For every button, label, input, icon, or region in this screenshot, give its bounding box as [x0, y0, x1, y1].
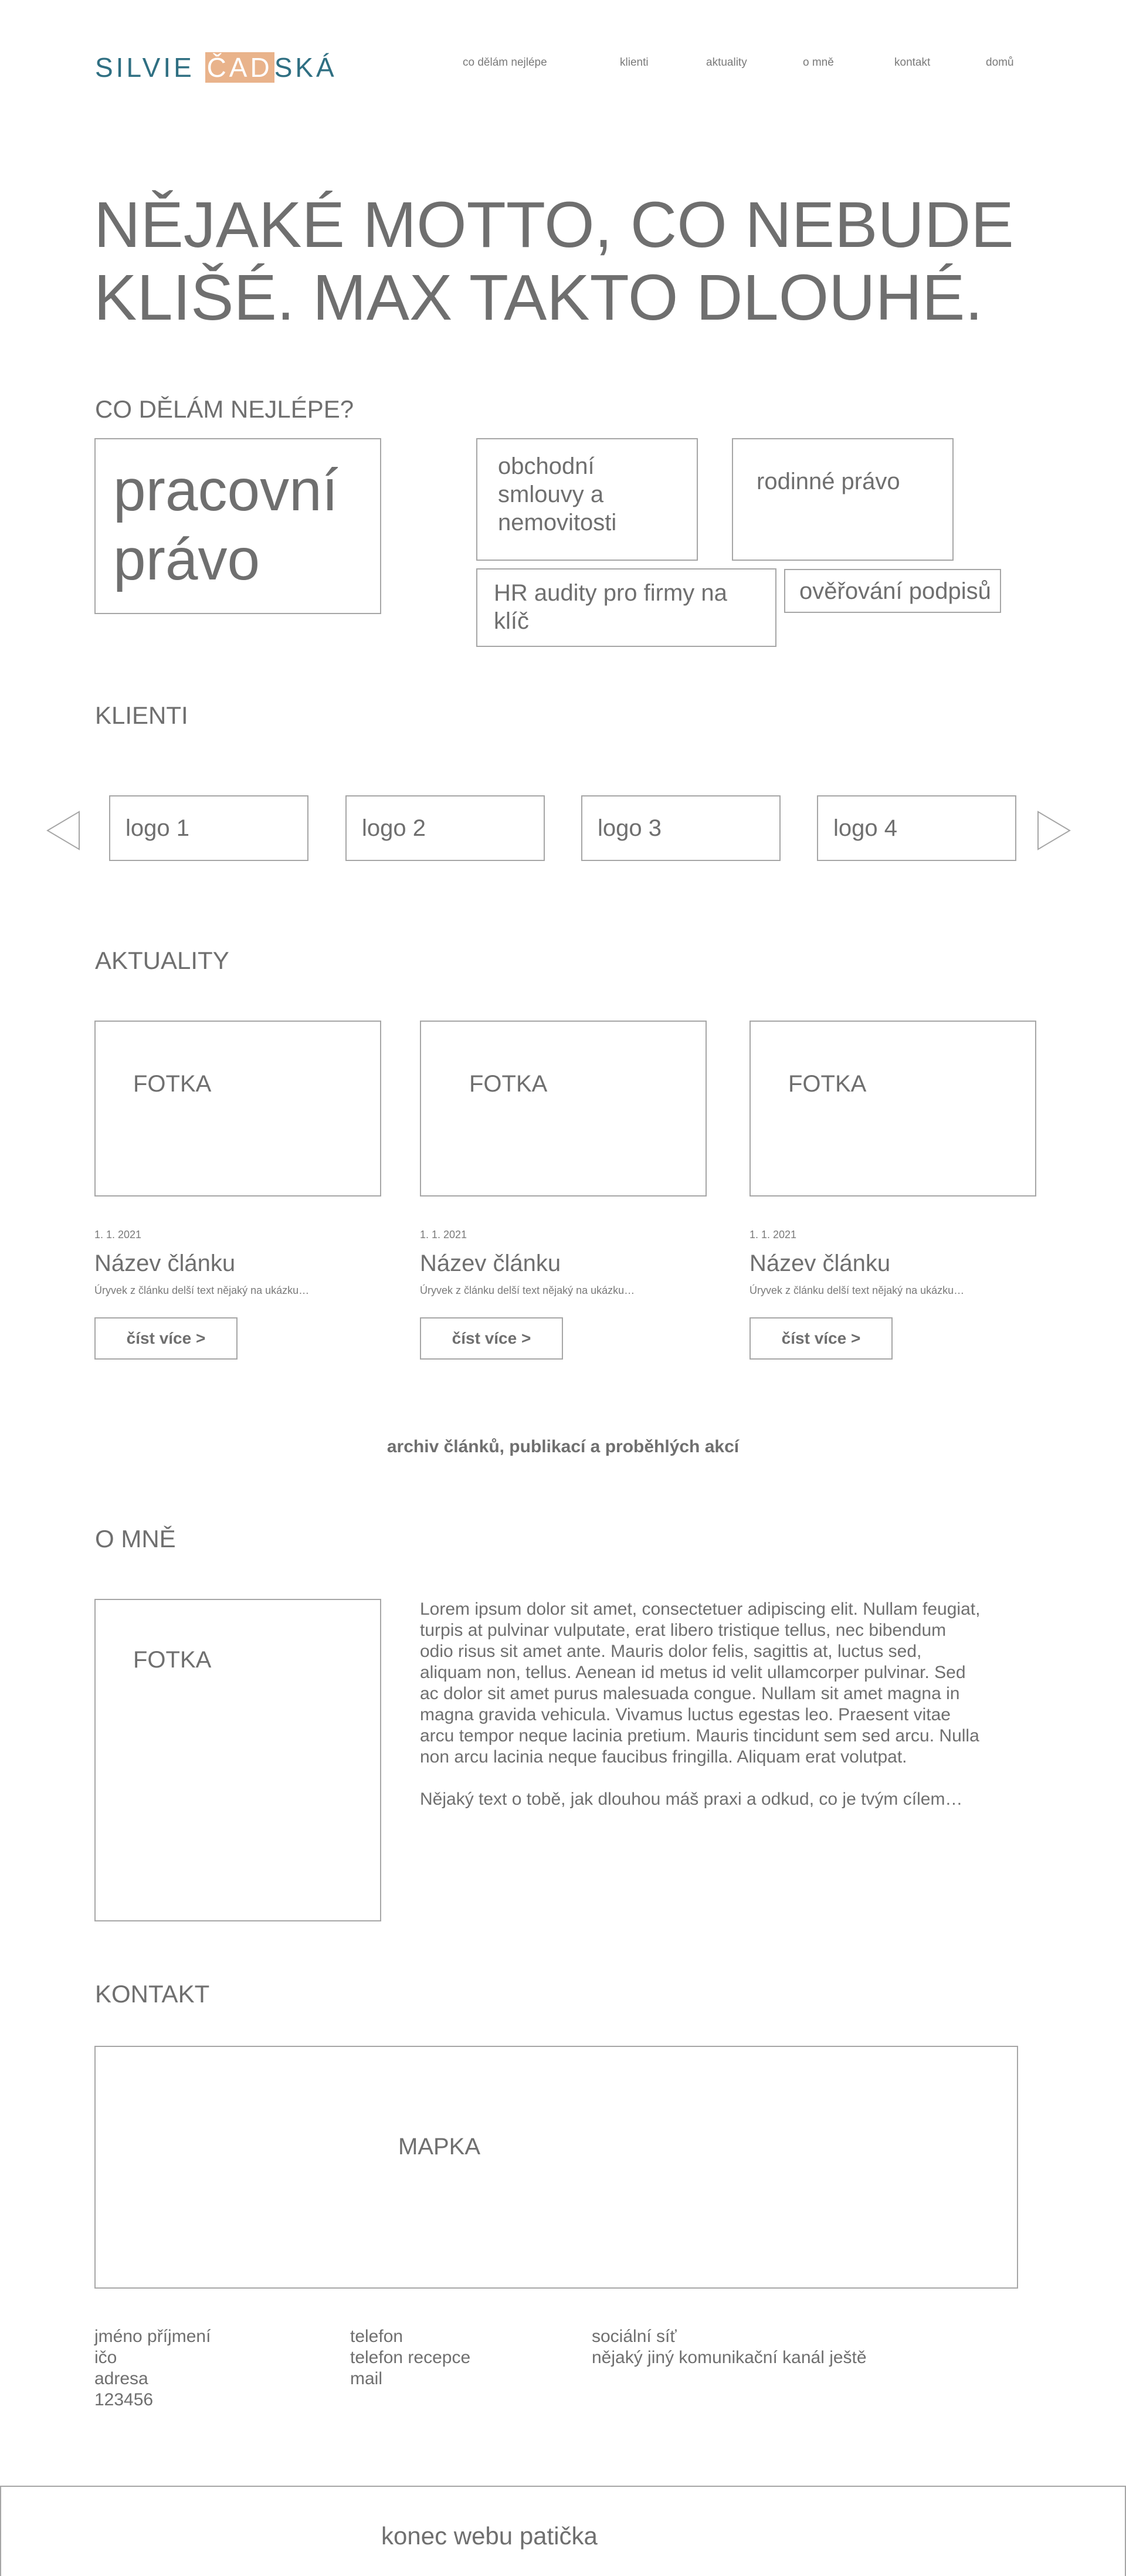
service-label: ověřování podpisů [799, 578, 991, 604]
client-logo[interactable] [345, 795, 545, 861]
news-photo-label: FOTKA [133, 1071, 212, 1097]
about-paragraph: Lorem ipsum dolor sit amet, consectetuer adipiscing elit. Nullam feugiat, turpis at pulvinar vulputate, erat libero tristique tellus, nec bibendum odio risus sit amet ante. Mauris dolor felis, sagittis at, luctus sed, aliquam non, tellus. Aenean id metus id velit ullamcorper pulvinar. Sed ac dolor sit amet purus malesuada congue. Nullam sit amet magna in magna gravida vehicula. Vivamus luctus egestas leo. Praesent vitae arcu tempor neque lacinia pretium. Mauris tincidunt sem sed arcu. Nulla non arcu lacinia neque faucibus fringilla. Aliquam erat volutpat. [420, 1599, 981, 1767]
service-card-family-law[interactable] [732, 438, 954, 561]
service-card-contracts[interactable] [476, 438, 698, 561]
footer [0, 2486, 1126, 2576]
services-title: CO DĚLÁM NEJLÉPE? [95, 395, 354, 423]
contact-title: KONTAKT [95, 1980, 210, 2008]
triangle-left-icon[interactable] [46, 811, 81, 850]
site-logo[interactable] [95, 52, 337, 83]
contact-column-phone [350, 2326, 470, 2389]
contact-map[interactable] [94, 2046, 1018, 2289]
contact-social[interactable]: sociální síť [592, 2327, 677, 2346]
service-label: pracovní právo [113, 457, 338, 592]
service-card-hr-audits[interactable] [476, 568, 776, 647]
read-more-button[interactable]: číst více > [749, 1317, 893, 1360]
nav-item-contact[interactable]: kontakt [894, 56, 931, 69]
read-more-button[interactable]: číst více > [94, 1317, 238, 1360]
contact-phone[interactable]: telefon [350, 2327, 403, 2346]
contact-other-channel[interactable]: nějaký jiný komunikační kanál ještě [592, 2348, 867, 2367]
news-photo-label: FOTKA [469, 1071, 548, 1097]
contact-column-social [592, 2326, 867, 2368]
contact-ico: ičo [94, 2348, 117, 2367]
clients-title: KLIENTI [95, 701, 188, 729]
about-photo [94, 1599, 381, 1921]
news-date: 1. 1. 2021 [94, 1229, 142, 1240]
about-text [420, 1599, 983, 1810]
news-photo[interactable] [749, 1021, 1036, 1197]
contact-address: adresa [94, 2369, 148, 2388]
service-card-signature-verification[interactable] [784, 569, 1001, 613]
read-more-button[interactable]: číst více > [420, 1317, 563, 1360]
news-photo[interactable] [94, 1021, 381, 1197]
contact-phone-reception[interactable]: telefon recepce [350, 2348, 471, 2367]
news-photo[interactable] [420, 1021, 707, 1197]
news-excerpt: Úryvek z článku delší text nějaký na ukázku… [420, 1284, 635, 1296]
client-logo-label: logo 2 [362, 815, 426, 841]
logo-text-part2: SKÁ [274, 52, 337, 83]
about-paragraph: Nějaký text o tobě, jak dlouhou máš praxi a odkud, co je tvým cílem… [420, 1789, 963, 1809]
news-date: 1. 1. 2021 [420, 1229, 467, 1240]
about-photo-label: FOTKA [133, 1647, 212, 1673]
news-excerpt: Úryvek z článku delší text nějaký na ukázku… [749, 1284, 965, 1296]
contact-mail[interactable]: mail [350, 2369, 383, 2388]
logo-text-highlight: ČAD [205, 52, 274, 83]
hero-motto: NĚJAKÉ MOTTO, CO NEBUDE KLIŠÉ. MAX TAKTO DLOUHÉ. [94, 189, 1014, 334]
service-card-labor-law[interactable] [94, 438, 381, 614]
news-title: AKTUALITY [95, 947, 229, 974]
nav-item-services[interactable]: co dělám nejlépe [463, 56, 547, 69]
client-logo[interactable] [581, 795, 781, 861]
map-label: MAPKA [398, 2134, 481, 2160]
service-label: HR audity pro firmy na klíč [494, 580, 727, 634]
client-logo[interactable] [817, 795, 1016, 861]
client-logo-label: logo 4 [833, 815, 897, 841]
nav-item-home[interactable]: domů [986, 56, 1014, 69]
news-article-title[interactable]: Název článku [420, 1250, 561, 1276]
news-photo-label: FOTKA [788, 1071, 867, 1097]
archive-link[interactable]: archiv článků, publikací a proběhlých akcí [386, 1437, 740, 1456]
nav-item-about[interactable]: o mně [803, 56, 834, 69]
news-article-title[interactable]: Název článku [94, 1250, 236, 1276]
nav-item-clients[interactable]: klienti [620, 56, 649, 69]
service-label: rodinné právo [757, 469, 900, 494]
logo-text-part1: SILVIE [95, 52, 205, 83]
nav-item-news[interactable]: aktuality [706, 56, 747, 69]
contact-name: jméno příjmení [94, 2327, 211, 2346]
contact-ico-number: 123456 [94, 2390, 154, 2409]
triangle-right-icon[interactable] [1036, 811, 1071, 850]
client-logo[interactable] [109, 795, 308, 861]
news-date: 1. 1. 2021 [749, 1229, 797, 1240]
news-article-title[interactable]: Název článku [749, 1250, 891, 1276]
about-title: O MNĚ [95, 1525, 176, 1553]
contact-column-identity [94, 2326, 211, 2411]
service-label: obchodní smlouvy a nemovitosti [498, 453, 617, 535]
client-logo-label: logo 3 [598, 815, 662, 841]
news-excerpt: Úryvek z článku delší text nějaký na ukázku… [94, 1284, 310, 1296]
client-logo-label: logo 1 [126, 815, 189, 841]
footer-text: konec webu patička [381, 2522, 598, 2550]
